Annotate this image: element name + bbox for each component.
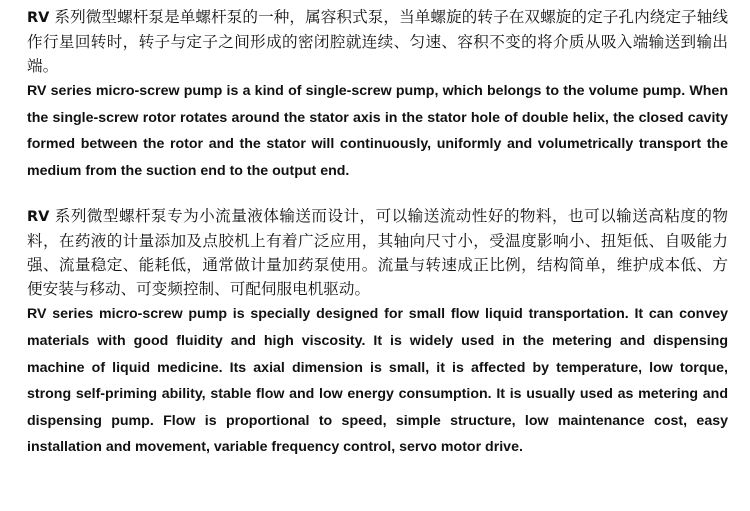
chinese-paragraph-1: [27, 5, 728, 78]
chinese-text: 系列微型螺杆泵专为小流量液体输送而设计，可以输送流动性好的物料，也可以输送高粘度的物料，在药液的计量添加及点胶机上有着广泛应用，其轴向尺寸小，受温度影响小、扭矩低、自吸能力强、流量稳定、能耗低，通常做计量加药泵使用。流量与转速成正比例，结构简单，维护成本低、方便安装与移动、可变频控制、可配伺服电机驱动。: [27, 207, 728, 299]
model-prefix: RV: [27, 10, 50, 26]
english-paragraph-2: RV series micro-screw pump is specially designed for small flow liquid transportation. It can convey materials with good fluidity and high viscosity. It is widely used in the metering and dispensing machine of liquid medicine. Its axial dimension is small, it is affected by temperature, low torque, strong self-priming ability, stable flow and low energy consumption. It is usually used as metering and dispensing pump. Flow is proportional to speed, simple structure, low maintenance cost, easy installation and movement, variable frequency control, servo motor drive.: [27, 306, 728, 456]
section-1: [27, 5, 728, 184]
english-paragraph-1: RV series micro-screw pump is a kind of single-screw pump, which belongs to the volume pump. When the single-screw rotor rotates around the stator axis in the stator hole of double helix, the closed cavity formed between the rotor and the stator will continuously, uniformly and volumetrically transport the medium from the suction end to the output end.: [27, 83, 728, 179]
model-prefix: RV: [27, 209, 50, 226]
chinese-text: 系列微型螺杆泵是单螺杆泵的一种，属容积式泵，当单螺旋的转子在双螺旋的定子孔内绕定子轴线作行星回转时，转子与定子之间形成的密闭腔就连续、匀速、容积不变的将介质从吸入端输送到输出端。: [27, 8, 728, 75]
paragraph-spacer: [27, 184, 728, 204]
section-2: [27, 204, 728, 461]
chinese-paragraph-2: [27, 204, 728, 301]
